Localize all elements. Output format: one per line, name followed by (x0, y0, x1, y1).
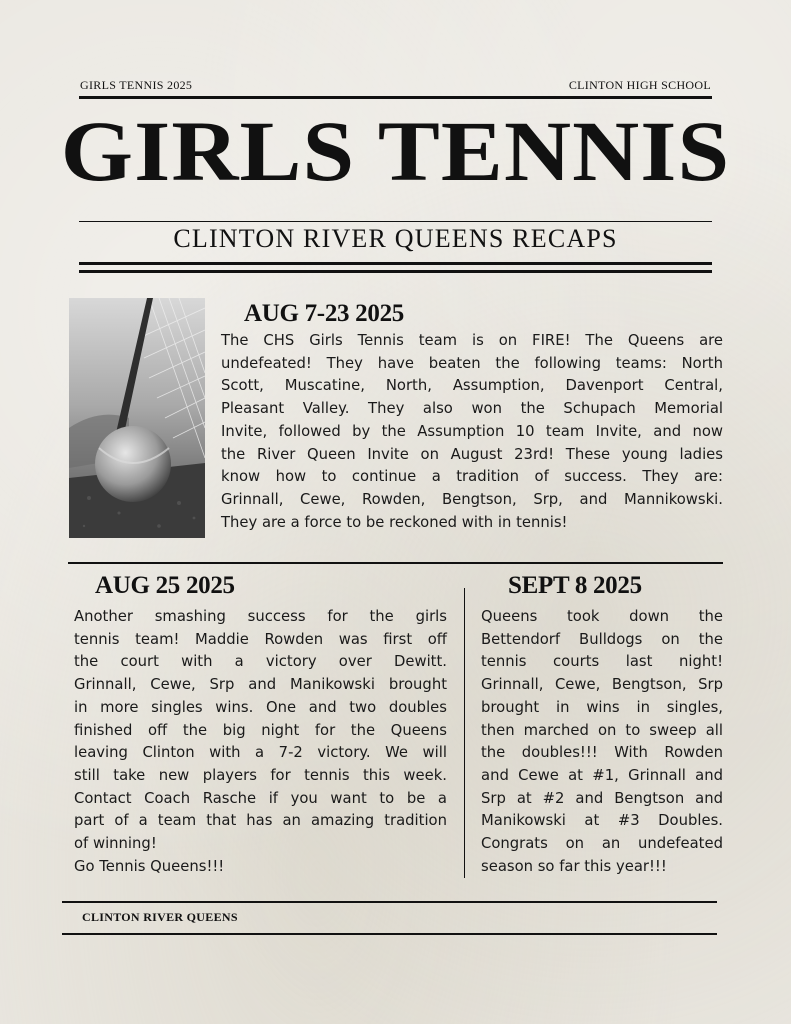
article-3-line: Srp at #2 and Bengtson and (481, 789, 723, 807)
article-1-line: the River Queen Invite on August 23rd! These young ladies (221, 445, 723, 463)
page-title: GIRLS TENNIS (60, 103, 731, 199)
article-3-line: Queens took down the (481, 608, 723, 625)
article-3-body (481, 606, 723, 878)
top-rule (79, 96, 712, 99)
article-2-line: the court with a victory over Dewitt. (74, 653, 447, 671)
article-3-line: and Cewe at #1, Grinnall and (481, 766, 723, 784)
article-1-line: Scott, Muscatine, North, Assumption, Davenport Central, (221, 377, 723, 395)
article-2-body (74, 606, 447, 878)
article-3-line: then marched on to sweep all (481, 721, 723, 739)
article-3-line: brought in wins in singles, (481, 698, 723, 716)
article-3-line: Congrats on an undefeated (481, 835, 723, 853)
article-2-line: Another smashing success for the girls (74, 608, 447, 625)
article-2-line: of winning! (74, 835, 157, 853)
school-label: CLINTON HIGH SCHOOL (568, 78, 711, 92)
article-3-line: season so far this year!!! (481, 857, 667, 875)
article-1-line: Invite, followed by the Assumption 10 team Invite, and now (221, 422, 723, 440)
subtitle-rule-top (79, 262, 712, 265)
article-1-line: They are a force to be reckoned with in tennis! (221, 513, 568, 531)
article-2-line: still take new players for tennis this week. (74, 766, 447, 784)
article-1-line: undefeated! They have beaten the following teams: North (221, 354, 723, 372)
tennis-ball-racket-image (69, 298, 205, 538)
issue-label: GIRLS TENNIS 2025 (80, 78, 193, 92)
article-3-line: Bettendorf Bulldogs on the (481, 630, 723, 648)
footer-label: CLINTON RIVER QUEENS (82, 910, 238, 924)
article-1-line: Grinnall, Cewe, Rowden, Bengtson, Srp, and Mannikowski. (221, 490, 723, 508)
article-2-line: part of a team that has an amazing tradition (74, 812, 447, 830)
subtitle: CLINTON RIVER QUEENS RECAPS (173, 224, 618, 253)
article-1-line: The CHS Girls Tennis team is on FIRE! The Queens are (221, 332, 723, 349)
article-3-line: Grinnall, Cewe, Bengtson, Srp (481, 676, 723, 694)
footer-rule-bottom (62, 933, 717, 935)
article-3-heading: SEPT 8 2025 (508, 572, 642, 599)
article-2-line: leaving Clinton with a 7-2 victory. We will (74, 744, 447, 762)
article-2-heading: AUG 25 2025 (95, 572, 235, 599)
article-2-line: finished off the big night for the Queens (74, 721, 447, 739)
article-3-line: Manikowski at #3 Doubles. (481, 812, 723, 830)
tennis-photo (69, 298, 205, 538)
article-1-body (221, 330, 723, 534)
article-2-line: Grinnall, Cewe, Srp and Manikowski brought (74, 676, 447, 694)
article-2-line: Go Tennis Queens!!! (74, 857, 225, 875)
article-3-line: the doubles!!! With Rowden (481, 744, 723, 762)
footer-rule-top (62, 901, 717, 903)
article-2-line: Contact Coach Rasche if you want to be a (74, 789, 447, 807)
subtitle-rule-bottom (79, 270, 712, 273)
article-3-line: tennis courts last night! (481, 653, 723, 671)
column-divider (464, 588, 465, 878)
section-rule (68, 562, 723, 564)
title-rule (79, 221, 712, 222)
article-1-line: Pleasant Valley. They also won the Schupach Memorial (221, 400, 723, 418)
article-1-heading: AUG 7-23 2025 (244, 300, 404, 327)
article-2-line: tennis team! Maddie Rowden was first off (74, 630, 447, 648)
article-2-line: in more singles wins. One and two doubles (74, 698, 447, 716)
article-1-line: know how to continue a tradition of success. They are: (221, 468, 723, 486)
